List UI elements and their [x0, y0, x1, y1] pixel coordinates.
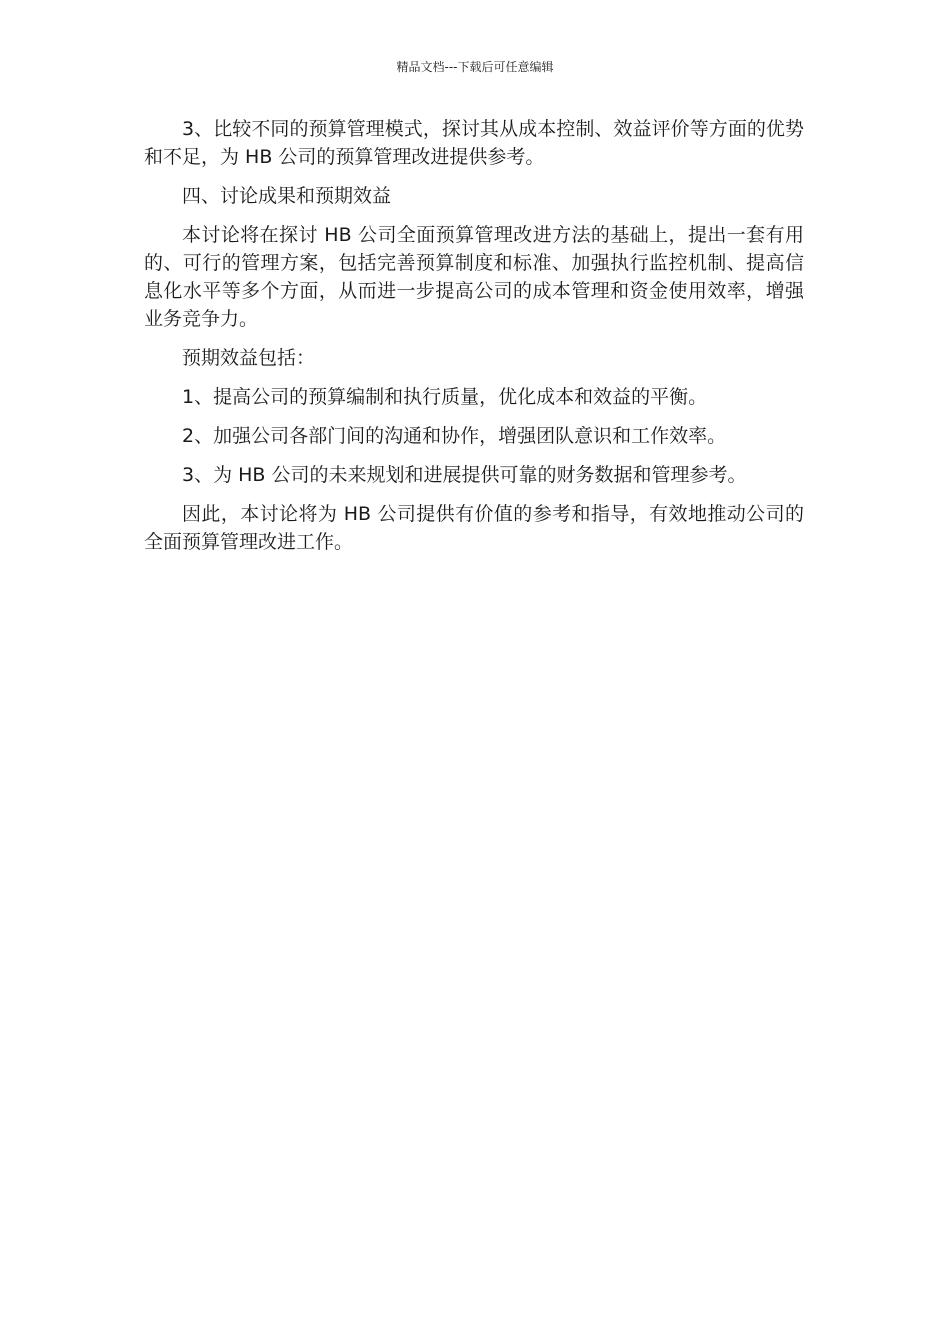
paragraph-research-plan: 本讨论将在探讨 HB 公司全面预算管理改进方法的基础上，提出一套有用的、可行的管理方案，包括完善预算制度和标准、加强执行监控机制、提高信息化水平等多个方面，从而进一步提高公司的成本管理和资金使用效率，增强业务竞争力。	[144, 224, 804, 330]
list-item-benefit-2: 2、加强公司各部门间的沟通和协作，增强团队意识和工作效率。	[182, 425, 727, 447]
paragraph-conclusion: 因此，本讨论将为 HB 公司提供有价值的参考和指导，有效地推动公司的全面预算管理改进工作。	[144, 503, 804, 553]
paragraph-compare-models: 3、比较不同的预算管理模式，探讨其从成本控制、效益评价等方面的优势和不足，为 HB 公司的预算管理改进提供参考。	[144, 118, 804, 168]
page-header: 精品文档---下载后可任意编辑	[396, 60, 554, 74]
document-body	[144, 115, 804, 567]
paragraph-benefits-intro: 预期效益包括：	[182, 347, 316, 369]
list-item-benefit-1: 1、提高公司的预算编制和执行质量，优化成本和效益的平衡。	[182, 386, 708, 408]
list-item-benefit-3: 3、为 HB 公司的未来规划和进展提供可靠的财务数据和管理参考。	[182, 464, 747, 486]
section-heading-results: 四、讨论成果和预期效益	[182, 185, 392, 207]
